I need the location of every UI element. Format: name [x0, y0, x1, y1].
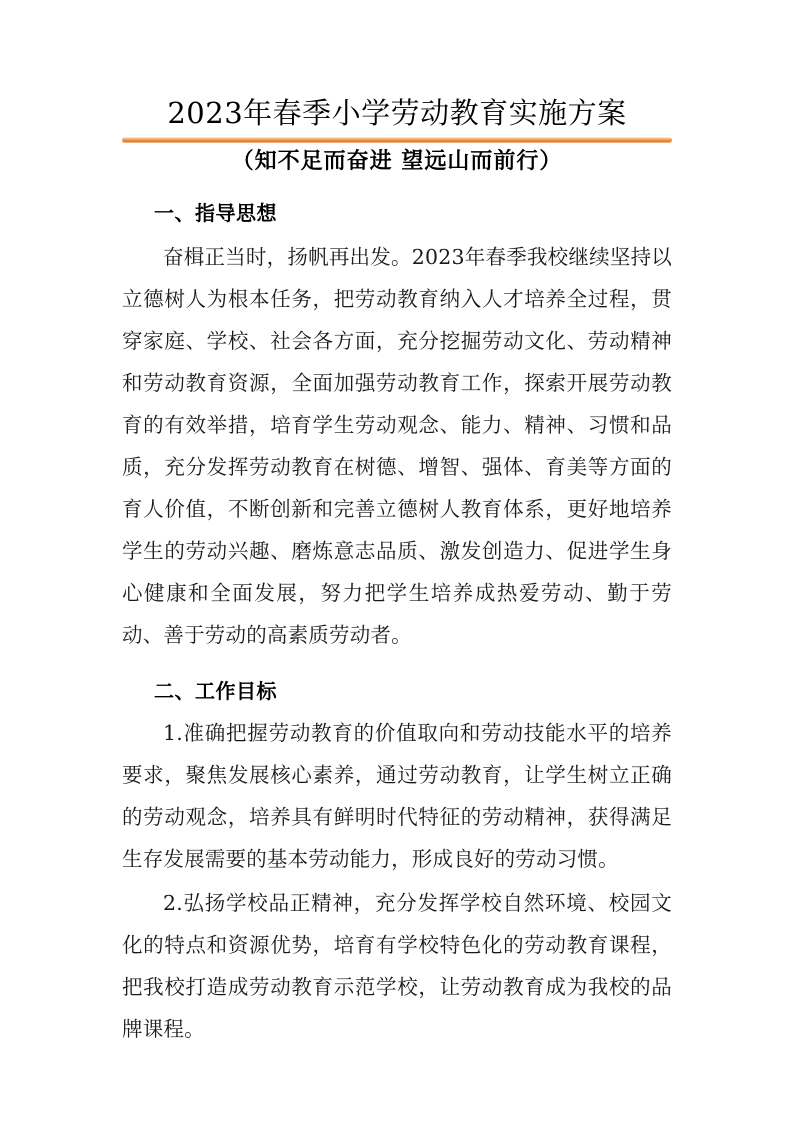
document-subtitle: （知不足而奋进 望远山而前行） [231, 148, 563, 174]
section-heading-2: 二、工作目标 [154, 679, 277, 703]
section-2-paragraph-1: 1.准确把握劳动教育的价值取向和劳动技能水平的培养要求，聚焦发展核心素养，通过劳动教育，让学生树立正确的劳动观念，培养具有鲜明时代特征的劳动精神，获得满足生存发展需要的基本劳动能力，形成良好的劳动习惯。 [122, 721, 672, 871]
section-1-paragraph-1: 奋楫正当时，扬帆再出发。2023年春季我校继续坚持以立德树人为根本任务，把劳动教育纳入人才培养全过程，贯穿家庭、学校、社会各方面，充分挖掘劳动文化、劳动精神和劳动教育资源，全面加强劳动教育工作，探索开展劳动教育的有效举措，培育学生劳动观念、能力、精神、习惯和品质，充分发挥劳动教育在树德、增智、强体、育美等方面的育人价值，不断创新和完善立德树人教育体系，更好地培养学生的劳动兴趣、磨炼意志品质、激发创造力、促进学生身心健康和全面发展，努力把学生培养成热爱劳动、勤于劳动、善于劳动的高素质劳动者。 [122, 245, 672, 647]
section-heading-1: 一、指导思想 [154, 201, 277, 225]
document-content [122, 0, 672, 1050]
title-divider-rule [122, 137, 672, 143]
document-title: 2023年春季小学劳动教育实施方案 [167, 96, 627, 130]
section-2-paragraph-2: 2.弘扬学校品正精神，充分发挥学校自然环境、校园文化的特点和资源优势，培育有学校特色化的劳动教育课程，把我校打造成劳动教育示范学校，让劳动教育成为我校的品牌课程。 [122, 891, 672, 1041]
